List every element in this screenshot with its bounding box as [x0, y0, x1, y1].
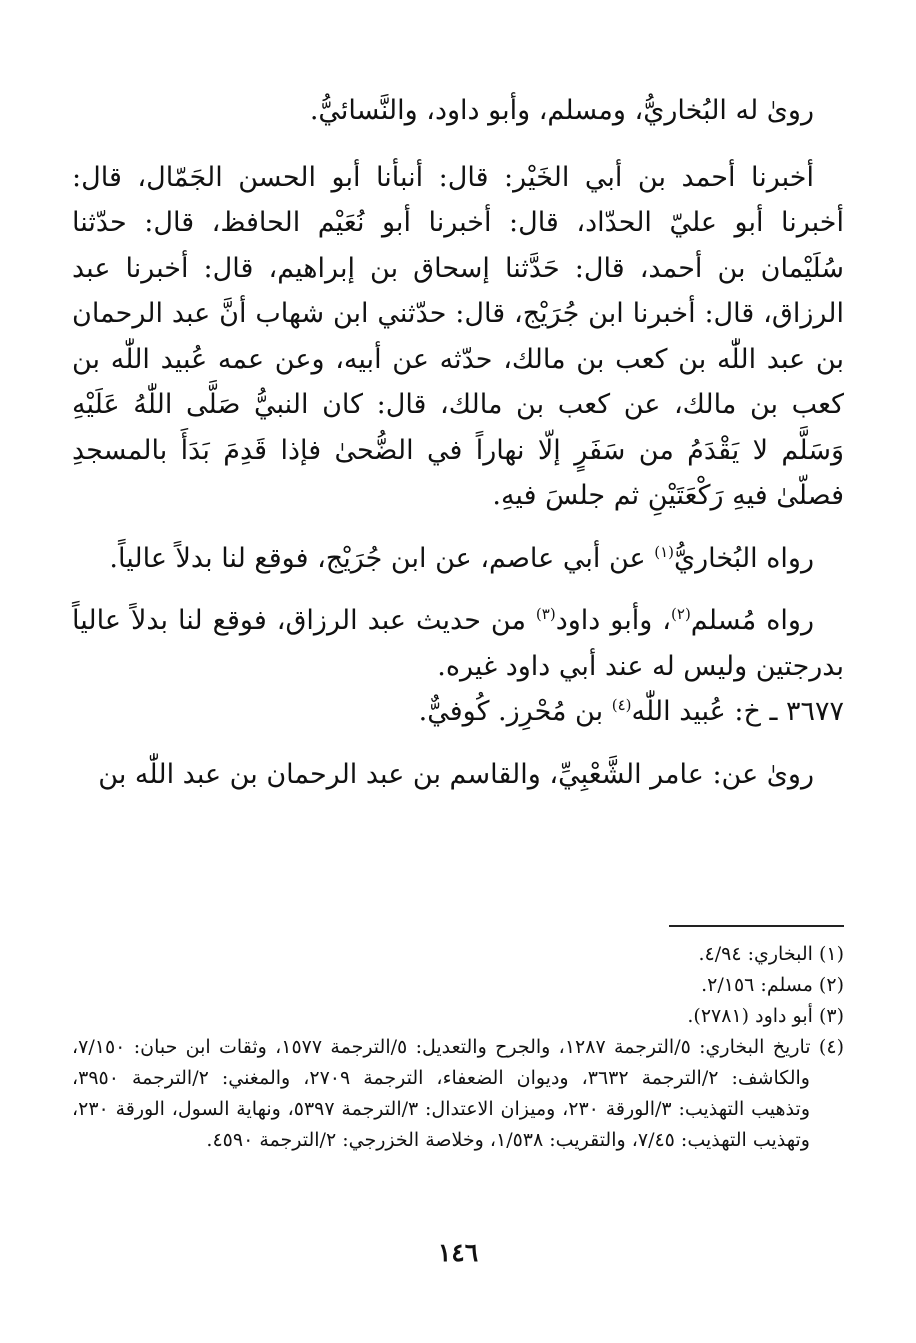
footnotes	[72, 925, 844, 1156]
footnote-ref-3: (٣)	[535, 605, 556, 623]
footnote-3: (٣) أبو داود (٢٧٨١).	[687, 1005, 844, 1027]
footnote-ref-1: (١)	[654, 542, 674, 561]
footnote-ref-2: (٢)	[671, 605, 691, 623]
narration-text: من حديث عبد الرزاق، فوقع لنا بدلاً عالياً بدرجتين وليس له عند أبي داود غيره.	[72, 605, 844, 682]
footnote-2: (٢) مسلم: ٢/١٥٦.	[701, 974, 844, 996]
paragraph-hadith: أخبرنا أحمد بن أبي الخَيْر: قال: أنبأنا أبو الحسن الجَمّال، قال: أخبرنا أبو عليّ الحدّاد، قال: أخبرنا أبو نُعَيْم الحافظ، قال: حدّثنا سُلَيْمان بن أحمد، قال: حَدَّثنا إسحاق بن إبراهيم، قال: أخبرنا عبد الرزاق، قال: أخبرنا ابن جُرَيْج، قال: حدّثني ابن شهاب أنَّ عبد الرحمان بن عبد اللّٰه بن كعب بن مالك، حدّثه عن أبيه، وعن عمه عُبيد اللّٰه بن كعب بن مالك، عن كعب بن مالك، قال: كان النبيُّ صَلَّى اللّٰهُ عَلَيْهِ وَسَلَّم لا يَقْدَمُ من سَفَرٍ إلّا نهاراً في الضُّحىٰ فإذا قَدِمَ بَدَأَ بالمسجدِ فصلّىٰ فيهِ رَكْعَتَيْنِ ثم جلسَ فيهِ.	[72, 161, 844, 511]
narration-text: عن أبي عاصم، عن ابن جُرَيْج، فوقع لنا بدلاً عالياً.	[109, 542, 655, 574]
narration-text: رواه مُسلم	[690, 605, 814, 636]
narration-text: رواه البُخاريُّ	[673, 542, 814, 574]
paragraph-narrated-from: روىٰ عن: عامر الشَّعْبِيِّ، والقاسم بن عبد الرحمان بن عبد اللّٰه بن	[98, 758, 814, 790]
page-number: ١٤٦	[437, 1238, 479, 1267]
paragraph-muslim-narration	[72, 598, 844, 689]
footnote-divider	[669, 925, 844, 927]
footnote-4: (٤) تاريخ البخاري: ٥/الترجمة ١٢٨٧، والجرح والتعديل: ٥/الترجمة ١٥٧٧، وثقات ابن حبان: ٧/١٥٠، والكاشف: ٢/الترجمة ٣٦٣٢، وديوان الضعفاء، الترجمة ٢٧٠٩، والمغني: ٢/الترجمة ٣٩٥٠، وتذهيب التهذيب: ٣/الورقة ٢٣٠، وميزان الاعتدال: ٣/الترجمة ٥٣٩٧، ونهاية السول، الورقة ٢٣٠، وتهذيب التهذيب: ٧/٤٥، والتقريب: ١/٥٣٨، وخلاصة الخزرجي: ٢/الترجمة ٤٥٩٠.	[72, 1036, 844, 1151]
entry-heading	[72, 689, 844, 735]
paragraph-bukhari-narration	[72, 536, 844, 582]
paragraph-narrators: روىٰ له البُخاريُّ، ومسلم، وأبو داود، والنَّسائيُّ.	[309, 95, 814, 126]
entry-name: بن مُحْرِز. كُوفيٌّ.	[418, 696, 612, 727]
main-text	[72, 88, 844, 797]
footnote-1: (١) البخاري: ٤/٩٤.	[698, 943, 844, 965]
footnote-ref-4: (٤)	[611, 696, 632, 714]
narration-text: ، وأبو داود	[555, 605, 672, 636]
entry-number: ٣٦٧٧ ـ خ: عُبيد اللّٰه	[631, 696, 844, 727]
page-body	[72, 88, 844, 797]
